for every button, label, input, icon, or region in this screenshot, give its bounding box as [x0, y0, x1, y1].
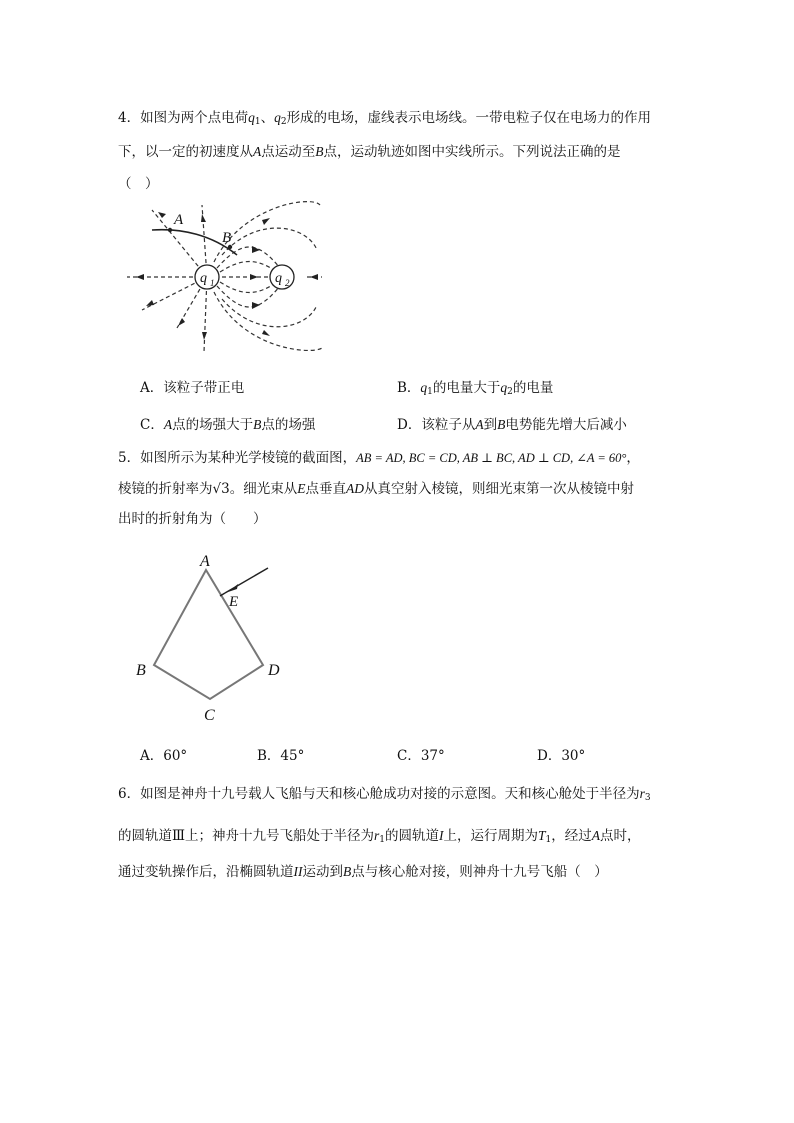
- vertex-b-label: B: [136, 662, 146, 679]
- q2-label: q: [275, 271, 282, 286]
- q5-stem-line2: 棱镜的折射率为√3。细光束从E点垂直AD从真空射入棱镜，则细光束第一次从棱镜中射: [118, 481, 634, 497]
- q5-stem-line1: 5．如图所示为某种光学棱镜的截面图，AB = AD, BC = CD, AB ⊥ BC, AD ⊥ CD, ∠A = 60°，: [118, 450, 640, 466]
- q5-option-c[interactable]: C．37°: [397, 748, 445, 764]
- q4-option-c[interactable]: C．A点的场强大于B点的场强: [140, 417, 316, 433]
- q6-stem-line2: 的圆轨道Ⅲ上；神舟十九号飞船处于半径为$r_1$的圆轨道I上，运行周期为$T_1$，经过A点时，: [118, 828, 641, 845]
- q5-stem-line3: 出时的折射角为（ ）: [118, 511, 267, 527]
- prism-figure: [130, 548, 290, 728]
- q5-option-a[interactable]: A．60°: [140, 748, 188, 764]
- electric-field-figure: [122, 200, 332, 360]
- q1-subscript: 1: [210, 278, 215, 288]
- q4-stem-line2: 下，以一定的初速度从A点运动至B点，运动轨迹如图中实线所示。下列说法正确的是: [118, 144, 621, 160]
- vertex-c-label: C: [204, 707, 215, 724]
- q4-option-b[interactable]: B．$q_1$的电量大于$q_2$的电量: [397, 380, 554, 397]
- q6-stem-line1: 6．如图是神舟十九号载人飞船与天和核心舱成功对接的示意图。天和核心舱处于半径为$r_3$: [118, 786, 651, 803]
- q4-stem-line3: （ ）: [118, 176, 159, 192]
- point-a-label: A: [174, 212, 184, 228]
- vertex-d-label: D: [268, 662, 280, 679]
- q4-stem-line1: 4．如图为两个点电荷$q_1$、$q_2$形成的电场，虚线表示电场线。一带电粒子仅在电场力的作用: [118, 110, 652, 127]
- q6-stem-line3: 通过变轨操作后，沿椭圆轨道II运动到B点与核心舱对接，则神舟十九号飞船（ ）: [118, 864, 608, 880]
- q2-subscript: 2: [285, 278, 290, 288]
- q5-option-d[interactable]: D．30°: [537, 748, 586, 764]
- point-e-label: E: [229, 594, 239, 610]
- q1-label: q: [200, 271, 207, 286]
- q4-option-d[interactable]: D．该粒子从A到B电势能先增大后减小: [397, 417, 627, 433]
- vertex-a-label: A: [200, 553, 210, 570]
- point-b-label: B: [222, 230, 232, 246]
- q5-option-b[interactable]: B．45°: [257, 748, 305, 764]
- q4-option-a[interactable]: A．该粒子带正电: [140, 380, 245, 396]
